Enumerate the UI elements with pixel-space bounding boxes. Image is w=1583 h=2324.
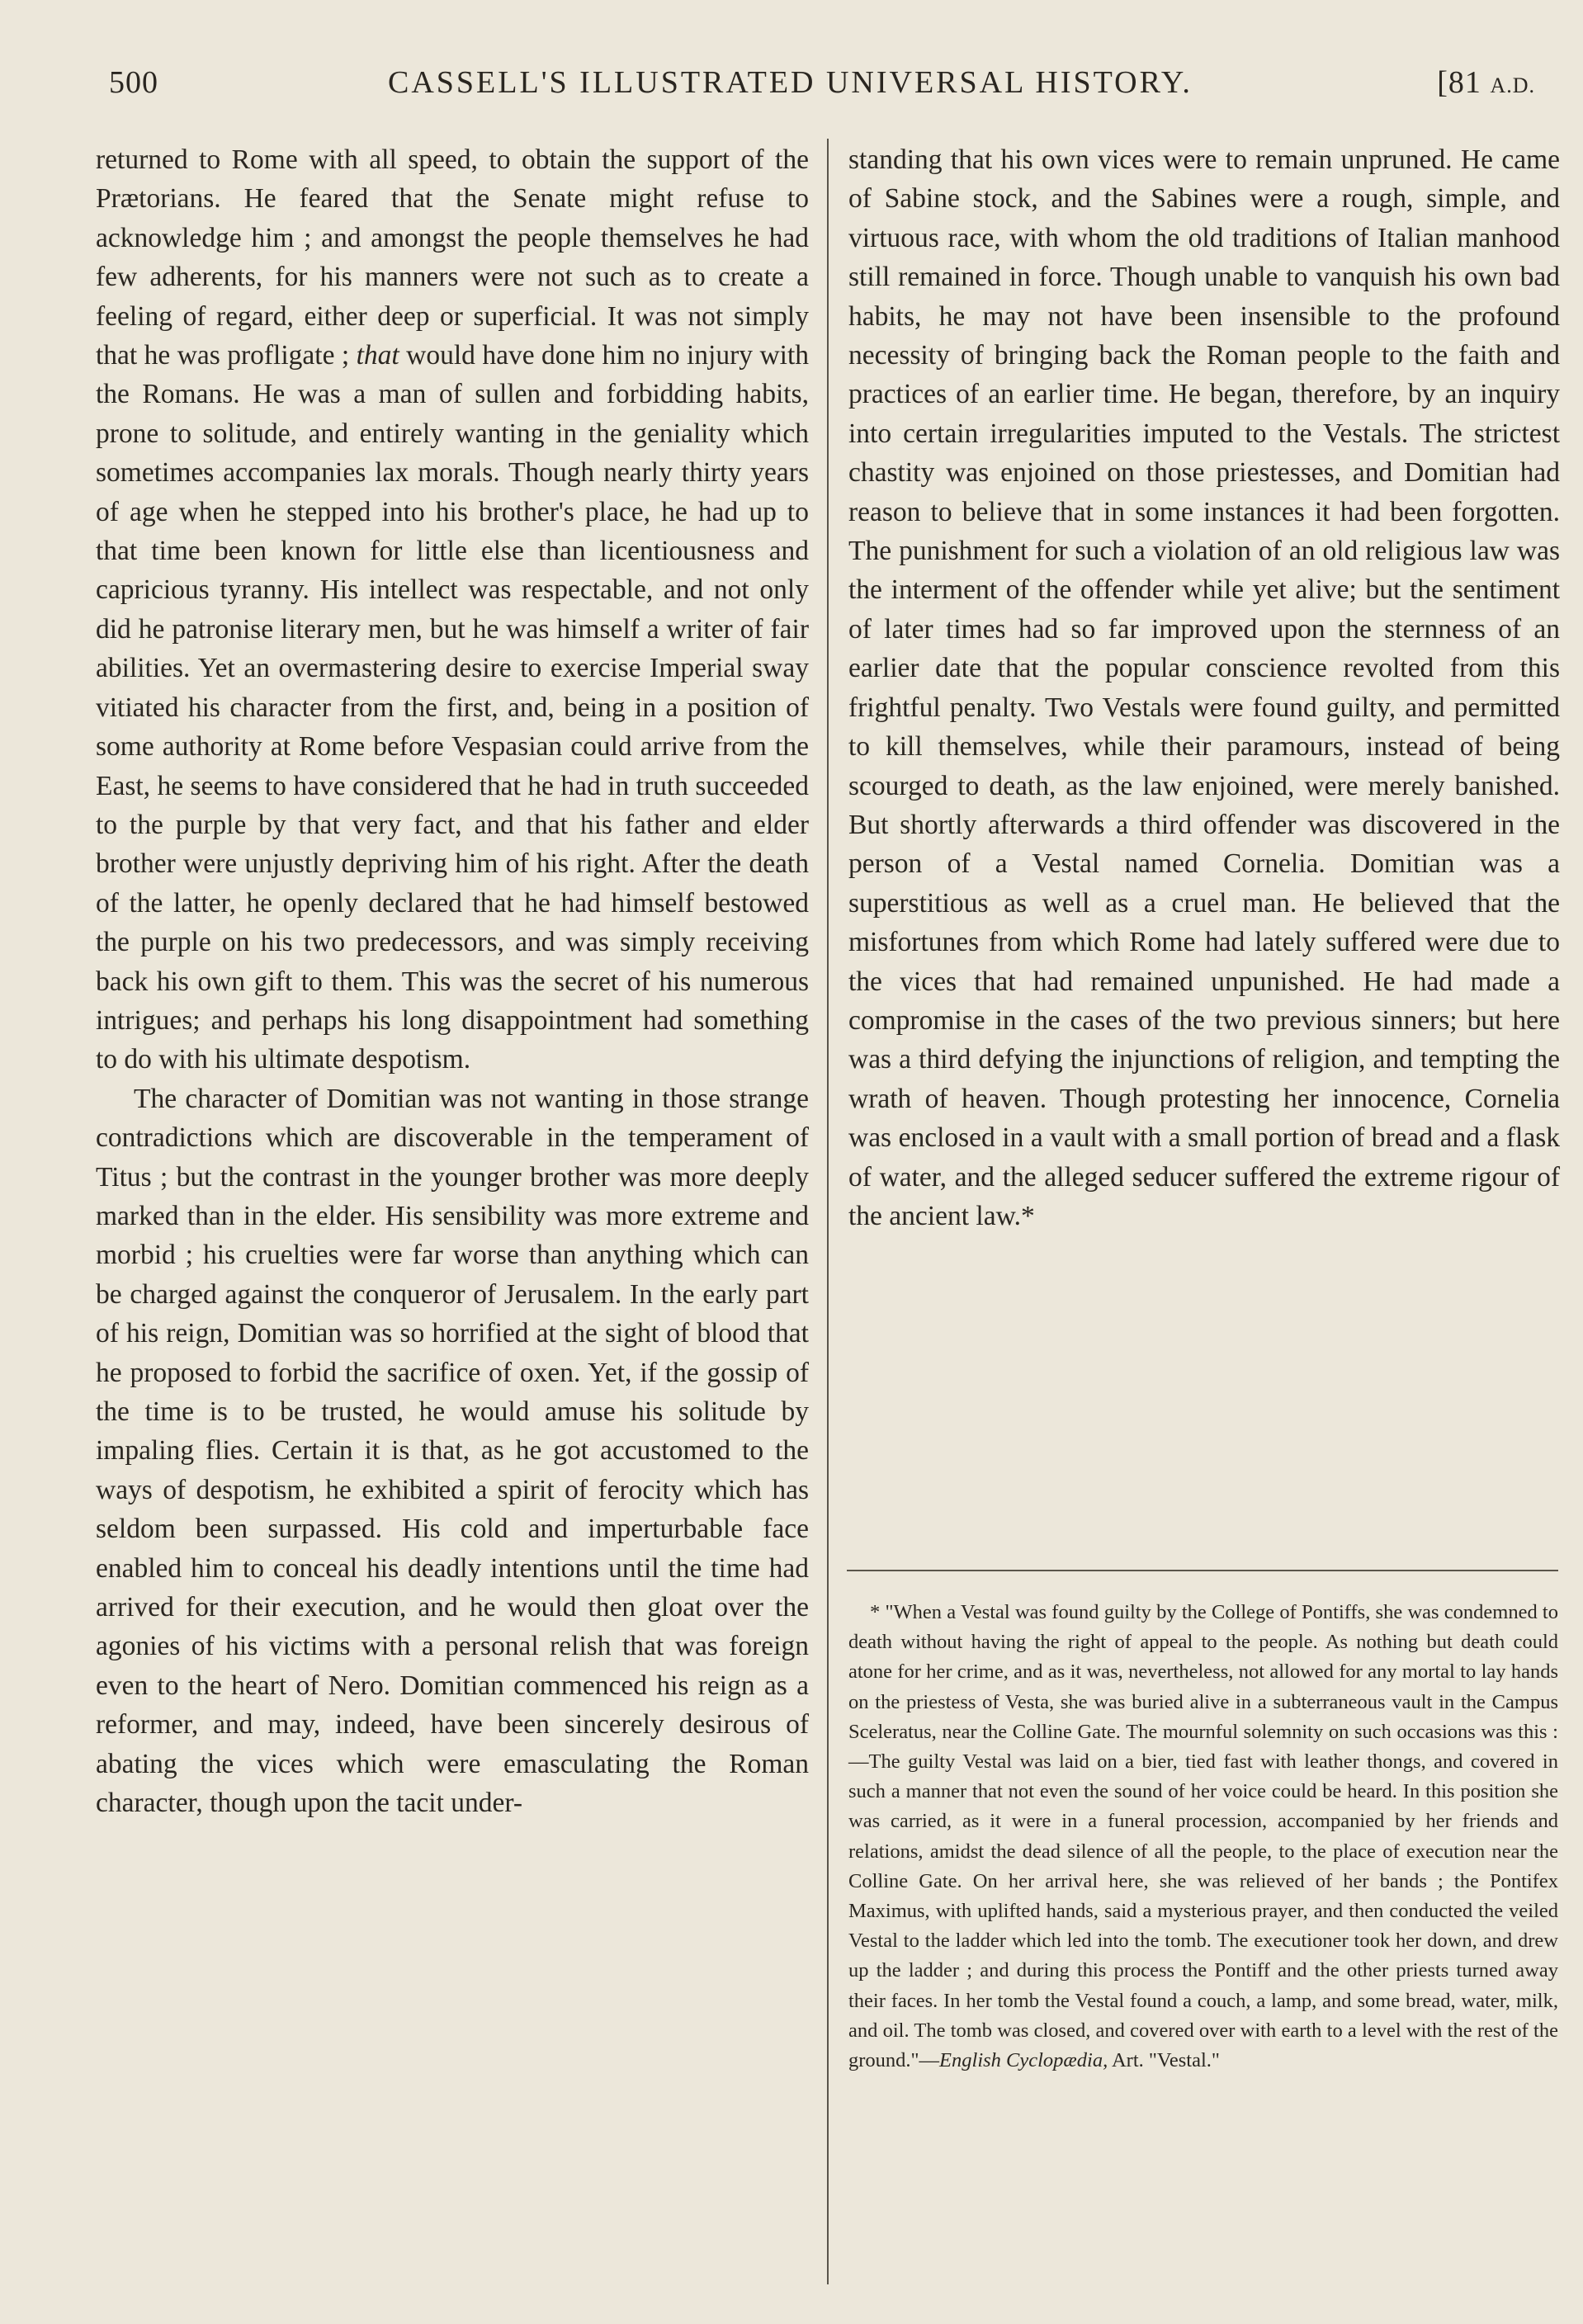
footnote-text: * "When a Vestal was found guilty by the College of Pontiffs, she was condemned to death without having the right of appeal to the people. As nothing but death could atone for her crime, and as it was, nevertheless, not allowed for any mortal to lay hands on the priestess of Vesta, she was buried alive in a subterraneous vault in the Campus Sceleratus, near the Colline Gate. The mournful solemnity on such occasions was this :—The guilty Vestal was laid on a bier, tied fast with leather thongs, and covered in such a manner that not even the sound of her voice could be heard. In this position she was carried, as it were in a funeral procession, accompanied by her friends and relations, amidst the dead silence of all the people, to the place of execution near the Colline Gate. On her arrival here, she was relieved of her bands ; the Pontifex Maximus, with uplifted hands, said a mysterious prayer, and then conducted the veiled Vestal to the ladder which led into the tomb. The executioner took her down, and drew up the ladder ; and during this process the Pontiff and the other priests turned away their faces. In her tomb the Vestal found a couch, a lamp, and some bread, water, milk, and oil. The tomb was closed, and covered over with earth to a level with the rest of the ground."— — [848, 1601, 1558, 2072]
page-number: 500 — [109, 65, 158, 100]
right-paragraph-1: standing that his own vices were to remain unpruned. He came of Sabine stock, and the Sabines were a rough, simple, and virtuous race, with whom the old traditions of Italian manhood still remained in force. Though unable to vanquish his own bad habits, he may not have been insensible to the profound necessity of bringing back the Roman people to the faith and practices of an earlier time. He began, therefore, by an inquiry into certain irregularities imputed to the Vestals. The strictest chastity was enjoined on those priestesses, and Domitian had reason to believe that in some instances it had been forgotten. The punishment for such a violation of an old religious law was the interment of the offender while yet alive; but the sentiment of later times had so far improved upon the sternness of an earlier date that the popular conscience revolted from this frightful penalty. Two Vestals were found guilty, and permitted to kill themselves, while their paramours, instead of being scourged to death, as the law enjoined, were merely banished. But shortly afterwards a third offender was discovered in the person of a Vestal named Cornelia. Domitian was a superstitious as well as a cruel man. He believed that the misfortunes from which Rome had lately suffered were due to the vices that had remained unpunished. He had made a compromise in the cases of the two previous sinners; but here was a third defying the injunctions of religion, and tempting the wrath of heaven. Though protesting her innocence, Cornelia was enclosed in a vault with a small portion of bread and a flask of water, and the alleged seducer suffered the extreme rigour of the ancient law.* — [848, 144, 1560, 1231]
left-paragraph-2: The character of Domitian was not wanting in those strange contradictions which are discoverable in the temperament of Titus ; but the contrast in the younger brother was more deeply marked than in the elder. His sensibility was more extreme and morbid ; his cruelties were far worse than anything which can be charged against the conqueror of Jerusalem. In the early part of his reign, Domitian was so horrified at the sight of blood that he proposed to forbid the sacrifice of oxen. Yet, if the gossip of the time is to be trusted, he would amuse his solitude by impaling flies. Certain it is that, as he got accustomed to the ways of despotism, he exhibited a spirit of ferocity which has seldom been surpassed. His cold and imperturbable face enabled him to conceal his deadly intentions until the time had arrived for their execution, and he would then gloat over the agonies of his victims with a personal relish that was foreign even to the heart of Nero. Domitian commenced his reign as a reformer, and may, indeed, have been sincerely desirous of abating the vices which were emasculating the Roman character, though upon the tacit under- — [96, 1083, 809, 1819]
left-para1-text-a: returned to Rome with all speed, to obtain the support of the Prætorians. He feared that the Senate might refuse to acknowledge him ; and amongst the people themselves he had few adherents, for his manners were not such as to create a feeling of regard, either deep or superficial. It was not simply that he was profligate ; — [96, 144, 809, 371]
right-column — [848, 140, 1560, 1235]
left-column — [96, 140, 809, 1822]
footnote-source-tail: Art. "Vestal." — [1108, 2049, 1220, 2072]
left-para1-text-b: would have done him no injury with the Romans. He was a man of sullen and forbidding habits, prone to solitude, and entirely wanting in the geniality which sometimes accompanies lax morals. Though nearly thirty years of age when he stepped into his brother's place, he had up to that time been known for little else than licentiousness and capricious tyranny. His intellect was respectable, and not only did he patronise literary men, but he was himself a writer of fair abilities. Yet an overmastering desire to exercise Imperial sway vitiated his character from the first, and, being in a position of some authority at Rome before Vespasian could arrive from the East, he seems to have considered that he had in truth succeeded to the purple by that very fact, and that his father and elder brother were unjustly depriving him of his right. After the death of the latter, he openly declared that he had himself bestowed the purple on his two predecessors, and was simply receiving back his own gift to them. This was the secret of his numerous intrigues; and perhaps his long disappointment had something to do with his ultimate despotism. — [96, 340, 809, 1075]
footnote-rule — [847, 1570, 1558, 1571]
column-divider — [827, 139, 829, 2284]
date-mark — [1437, 64, 1535, 101]
running-title: CASSELL'S ILLUSTRATED UNIVERSAL HISTORY. — [388, 65, 1193, 100]
date-suffix: A.D. — [1490, 73, 1535, 97]
footnote — [848, 1598, 1558, 2076]
date-prefix: [81 — [1437, 65, 1481, 100]
page-header — [91, 64, 1552, 114]
footnote-source: English Cyclopædia, — [939, 2049, 1108, 2072]
emphasis-that: that — [356, 340, 399, 371]
left-paragraph-1 — [96, 140, 809, 1079]
